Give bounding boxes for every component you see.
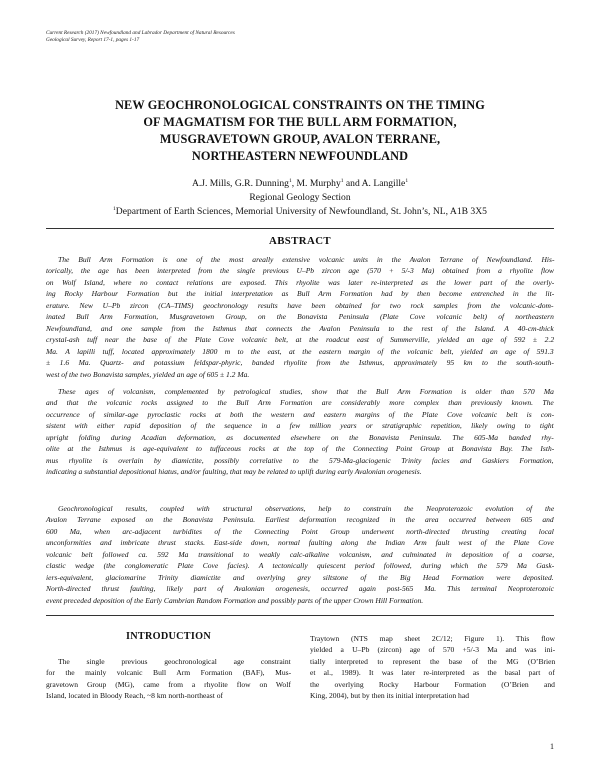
text-line: clastic wedge (the conglomeratic Plate Cove facies). A tectonically quiescent period followed, during which the 579 Ma Gask- [46, 561, 555, 571]
text-line: torically, the age has been interpreted from the single previous U–Pb zircon age (570 + 5/-3 Ma) obtained from a rhyolite flow [46, 266, 554, 276]
affiliation-marker: 1 [405, 177, 409, 184]
text-line: erature. New U–Pb zircon (CA–TIMS) geochronology results have been obtained for two rock samples from the volcanic-dom- [46, 300, 554, 310]
text-line: 600 Ma, when arc-adjacent turbidites of the Connecting Point Group underwent north-directed thrusting creating local [46, 526, 554, 536]
abstract-paragraph-1 [46, 254, 554, 380]
text-line: volcanic belt followed ca. 592 Ma transitional to weakly calc-alkaline volcanism, and culminated in deposition of a coarse, [46, 549, 555, 559]
text-line: Island, located in Bloody Reach, ~8 km north-northeast of [46, 691, 224, 701]
text-line: upright folding during Acadian deformation, as documented elsewhere on the Bonavista Peninsula. The 605-Ma banded rhy- [46, 432, 554, 442]
paper-title [40, 97, 560, 165]
text-line: crystal-ash tuff near the base of the Plate Cove volcanic belt, at the roadcut east of Summerville, yielded an age of 592 ± 2.2 [46, 335, 555, 345]
text-line: Traytown (NTS map sheet 2C/12; Figure 1). This flow [310, 634, 556, 643]
text-line: et al., 1989). It was later re-interpreted as the basal part of [310, 668, 555, 678]
title-line: NORTHEASTERN NEWFOUNDLAND [191, 149, 409, 163]
text-line: Geochronological results, coupled with structural observations, help to constrain the Neoproterozoic evolution of the [58, 504, 555, 513]
text-line: ing Rocky Harbour Formation but the initial interpretation as Bull Arm Formation had by then become entrenched in the lit- [46, 289, 555, 299]
text-line: Newfoundland, and one sample from the Isthmus that connects the Avalon Peninsula to the rest of the Island. A 40-cm-thick [46, 323, 554, 333]
introduction-left-column [46, 656, 291, 702]
text-line: yielded a U–Pb (zircon) age of 570 +5/-3 Ma and was ini- [310, 645, 556, 655]
introduction-heading: INTRODUCTION [125, 631, 212, 642]
header-line-2: Geological Survey, Report 17-1, pages 1-17 [46, 37, 140, 43]
text-line: North-directed thrust faulting, likely part of Avalonian orogenesis, occurred again post-565 Ma. This terminal Neoproterozoic [46, 584, 555, 594]
abstract-paragraph-3 [46, 503, 554, 606]
author-block [40, 177, 560, 219]
text-line: for the mainly volcanic Bull Arm Formation (BAF), Mus- [46, 668, 292, 678]
text-line: These ages of volcanism, complemented by petrological studies, show that the Bull Arm Formation is older than 570 Ma [58, 387, 554, 396]
affiliation-marker: 1 [288, 177, 292, 184]
text-line: King, 2004), but by then its initial interpretation had [310, 691, 470, 701]
text-line: on Wolf Island, where no contact relations are exposed. This rhyolite was later re-interpreted as the lower part of the overly- [46, 277, 555, 287]
text-line: inated Bull Arm Formation, Musgravetown Group, on the Bonavista Peninsula (Plate Cove volcanic belt) of northeastern [46, 312, 554, 322]
title-line: OF MAGMATISM FOR THE BULL ARM FORMATION, [143, 115, 457, 129]
text-line: the overlying Rocky Harbour Formation (O’Brien and [310, 679, 555, 689]
author-names-2: , M. Murphy [291, 178, 341, 189]
text-line: and that the volcanic rocks assigned to the Bull Arm Formation are considerably more complex than previously known. The [46, 398, 554, 408]
affiliation-marker: 1 [113, 205, 116, 212]
abstract-top-rule [46, 228, 554, 229]
text-line: gravetown Group (MG), came from a rhyolite flow on Wolf [46, 679, 291, 689]
text-line: occurrence of similar-age pyroclastic rocks at both the western and eastern margins of the Plate Cove volcanic belt is con- [46, 409, 555, 419]
author-names-1: A.J. Mills, G.R. Dunning [191, 178, 289, 189]
affiliation-text: Department of Earth Sciences, Memorial University of Newfoundland, St. John’s, NL, A1B 3X5 [115, 206, 487, 217]
running-header [46, 30, 235, 44]
text-line: tially interpreted to represent the base of the MG (O’Brien [310, 656, 556, 666]
title-line: MUSGRAVETOWN GROUP, AVALON TERRANE, [159, 132, 441, 146]
text-line: Ma. A lapilli tuff, located approximately 1800 m to the east, at the eastern margin of the volcanic belt, yielded an age of 591.3 [46, 346, 554, 356]
text-line: west of the two Bonavista samples, yielded an age of 605 ± 1.2 Ma. [46, 369, 250, 379]
text-line: indicating a substantial depositional hiatus, and/or faulting, that may be related to uplift during early Avalonian orogenesis. [46, 467, 422, 477]
affiliation [40, 205, 560, 219]
text-line: ± 1.6 Ma. Quartz- and potassium feldspar-phyric, banded rhyolite from the Isthmus, approximately 95 km to the south-south- [46, 358, 554, 368]
author-names-3: and A. Langille [343, 178, 406, 189]
header-line-1: Current Research (2017) Newfoundland and Labrador Department of Natural Resources [46, 30, 235, 36]
introduction-right-column [310, 633, 555, 702]
section-name: Regional Geology Section [249, 192, 351, 203]
text-line: olite at the Isthmus is age-equivalent to tuffaceous rocks at the top of the Connecting Point Group at Bonavista Bay. The Isth- [46, 444, 555, 454]
text-line: sistent with either rapid deposition of the sequence in a few million years or stratigraphic repetition, likely owing to tight [46, 421, 554, 431]
text-line: iers-equivalent, glaciomarine Trinity diamictite and overlying grey siltstone of the Big Head Formation were deposited. [46, 572, 554, 582]
text-line: unconformities and imbricate thrust stacks. East-side down, normal faulting along the Indian Arm fault west of the Plate Cove [46, 538, 554, 548]
author-list [40, 177, 560, 191]
text-line: event preceded deposition of the Early Cambrian Random Formation and possibly parts of the upper Crown Hill Formation. [46, 595, 424, 605]
abstract-bottom-rule [46, 615, 554, 616]
abstract-paragraph-2 [46, 386, 554, 478]
text-line: The single previous geochronological age constraint [58, 657, 291, 666]
page-number: 1 [550, 742, 554, 751]
abstract-heading: ABSTRACT [269, 235, 331, 247]
text-line: Avalon Terrane exposed on the Bonavista Peninsula. Earliest deformation recognized in the area occurred between 605 and [46, 515, 554, 525]
title-line: NEW GEOCHRONOLOGICAL CONSTRAINTS ON THE TIMING [115, 98, 485, 112]
text-line: mus rhyolite is overlain by diamictite, possibly correlative to the 579-Ma-glaciogenic Trinity facies and Gaskiers Formation, [46, 455, 554, 465]
affiliation-marker: 1 [340, 177, 344, 184]
text-line: The Bull Arm Formation is one of the most areally extensive volcanic units in the Avalon Terrane of Newfoundland. His- [58, 255, 555, 264]
